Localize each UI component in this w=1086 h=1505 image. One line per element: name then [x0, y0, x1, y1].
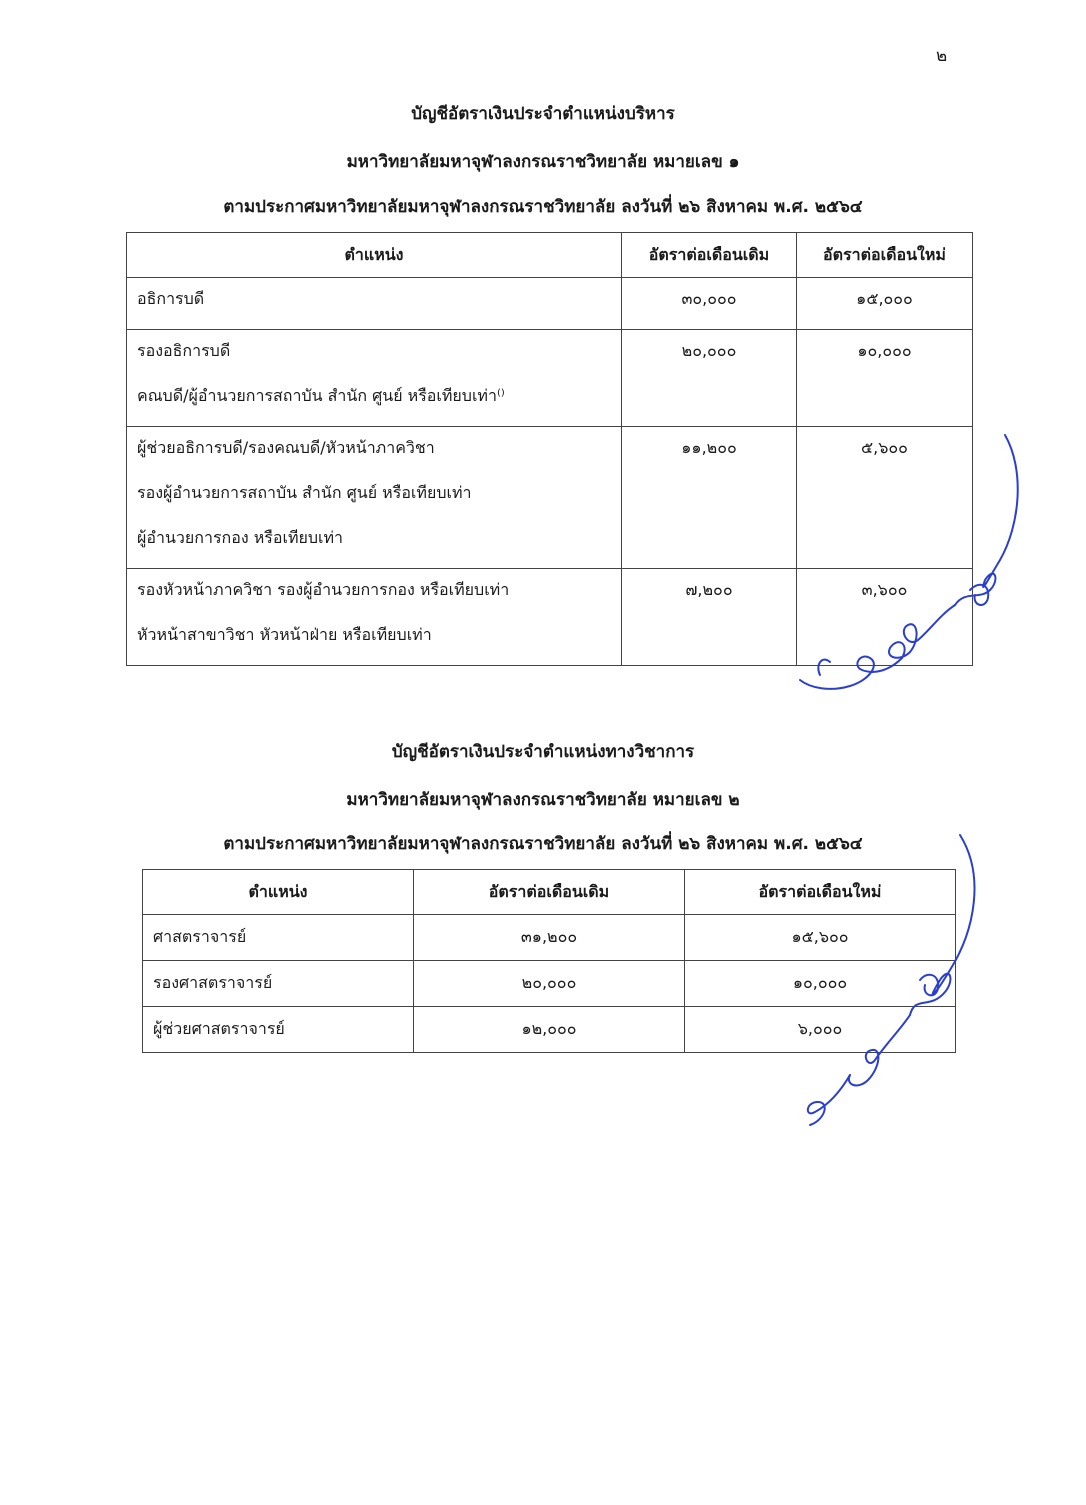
new-rate-cell: ๑๕,๖๐๐	[685, 915, 956, 961]
position-label: รองหัวหน้าภาควิชา รองผู้อำนวยการกอง หรือเทียบเท่า	[137, 580, 510, 599]
old-rate-cell: ๒๐,๐๐๐	[414, 961, 685, 1007]
old-rate-cell: ๑๒,๐๐๐	[414, 1007, 685, 1053]
position-cell	[127, 278, 622, 330]
position-label: คณบดี/ผู้อำนวยการสถาบัน สำนัก ศูนย์ หรือเทียบเท่า⁽⁾	[137, 386, 505, 405]
table-row	[127, 278, 973, 330]
new-rate-cell: ๑๐,๐๐๐	[797, 330, 973, 427]
old-rate-cell: ๑๑,๒๐๐	[622, 427, 797, 569]
section2-title: บัญชีอัตราเงินประจำตำแหน่งทางวิชาการ	[391, 742, 695, 762]
header-position: ตำแหน่ง	[143, 870, 414, 915]
header-new-rate: อัตราต่อเดือนใหม่	[797, 233, 973, 278]
old-rate-cell: ๓๑,๒๐๐	[414, 915, 685, 961]
header-position: ตำแหน่ง	[127, 233, 622, 278]
signature-mark	[800, 830, 1000, 1130]
new-rate-cell: ๑๐,๐๐๐	[685, 961, 956, 1007]
table-row	[127, 330, 973, 427]
header-old-rate: อัตราต่อเดือนเดิม	[622, 233, 797, 278]
position-label: ผู้อำนวยการกอง หรือเทียบเท่า	[137, 528, 344, 547]
position-cell: ผู้ช่วยศาสตราจารย์	[143, 1007, 414, 1053]
new-rate-cell: ๖,๐๐๐	[685, 1007, 956, 1053]
table-header-row	[127, 233, 973, 278]
old-rate-cell: ๓๐,๐๐๐	[622, 278, 797, 330]
old-rate-cell: ๗,๒๐๐	[622, 569, 797, 666]
position-cell	[127, 427, 622, 569]
position-label: หัวหน้าสาขาวิชา หัวหน้าฝ่าย หรือเทียบเท่า	[137, 625, 432, 644]
header-old-rate: อัตราต่อเดือนเดิม	[414, 870, 685, 915]
section1-subtitle: มหาวิทยาลัยมหาจุฬาลงกรณราชวิทยาลัย หมายเลข ๑	[346, 152, 740, 172]
new-rate-cell: ๓,๖๐๐	[797, 569, 973, 666]
position-cell: รองศาสตราจารย์	[143, 961, 414, 1007]
section1-reference: ตามประกาศมหาวิทยาลัยมหาจุฬาลงกรณราชวิทยาลัย ลงวันที่ ๒๖ สิงหาคม พ.ศ. ๒๕๖๔	[223, 197, 863, 217]
header-new-rate: อัตราต่อเดือนใหม่	[685, 870, 956, 915]
new-rate-cell: ๕,๖๐๐	[797, 427, 973, 569]
position-cell: ศาสตราจารย์	[143, 915, 414, 961]
page-number: ๒	[936, 46, 948, 66]
position-cell	[127, 330, 622, 427]
position-label: รองอธิการบดี	[137, 341, 231, 360]
position-label: ผู้ช่วยอธิการบดี/รองคณบดี/หัวหน้าภาควิชา	[137, 438, 435, 457]
section1-title: บัญชีอัตราเงินประจำตำแหน่งบริหาร	[411, 104, 675, 124]
position-label: รองผู้อำนวยการสถาบัน สำนัก ศูนย์ หรือเทียบเท่า	[137, 483, 472, 502]
new-rate-cell: ๑๕,๐๐๐	[797, 278, 973, 330]
position-cell	[127, 569, 622, 666]
section2-reference: ตามประกาศมหาวิทยาลัยมหาจุฬาลงกรณราชวิทยาลัย ลงวันที่ ๒๖ สิงหาคม พ.ศ. ๒๕๖๔	[223, 834, 863, 854]
position-label: อธิการบดี	[137, 289, 205, 308]
section2-subtitle: มหาวิทยาลัยมหาจุฬาลงกรณราชวิทยาลัย หมายเลข ๒	[346, 790, 740, 810]
signature-mark	[790, 430, 1030, 700]
old-rate-cell: ๒๐,๐๐๐	[622, 330, 797, 427]
